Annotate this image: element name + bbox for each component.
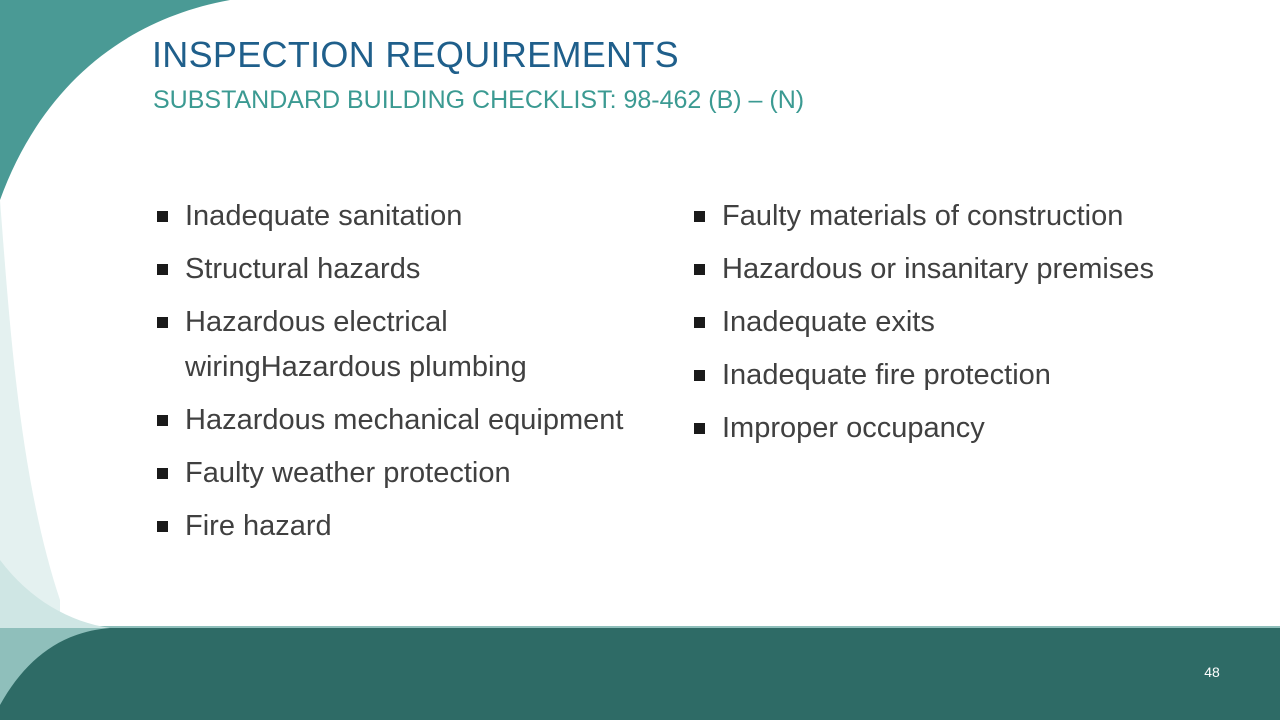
square-bullet-icon xyxy=(157,521,168,532)
list-item xyxy=(154,194,624,239)
square-bullet-icon xyxy=(694,370,705,381)
list-item-text: Faulty materials of construction xyxy=(722,200,1124,232)
square-bullet-icon xyxy=(157,468,168,479)
square-bullet-icon xyxy=(157,264,168,275)
list-item-text: Hazardous mechanical equipment xyxy=(185,404,624,436)
list-item xyxy=(154,451,624,496)
list-item-text: Inadequate exits xyxy=(722,306,935,338)
square-bullet-icon xyxy=(694,264,705,275)
right-bullet-list xyxy=(691,194,1231,459)
list-item xyxy=(691,194,1231,239)
square-bullet-icon xyxy=(157,317,168,328)
list-item xyxy=(154,247,624,292)
slide-subtitle: SUBSTANDARD BUILDING CHECKLIST: 98-462 (B) – (N) xyxy=(153,86,805,114)
list-item xyxy=(691,300,1231,345)
square-bullet-icon xyxy=(157,211,168,222)
left-bullet-list xyxy=(154,194,624,557)
bottom-dark-band xyxy=(0,628,1280,720)
slide-title: INSPECTION REQUIREMENTS xyxy=(152,34,679,75)
list-item xyxy=(691,247,1231,292)
square-bullet-icon xyxy=(694,423,705,434)
list-item-text: Faulty weather protection xyxy=(185,457,511,489)
left-edge-strip xyxy=(0,200,60,628)
list-item-text: Fire hazard xyxy=(185,510,332,542)
list-item-text: Improper occupancy xyxy=(722,412,985,444)
list-item xyxy=(691,353,1231,398)
square-bullet-icon xyxy=(694,211,705,222)
list-item-text: Structural hazards xyxy=(185,253,421,285)
list-item xyxy=(691,406,1231,451)
list-item-text: Hazardous electrical wiringHazardous plumbing xyxy=(185,306,527,383)
list-item-text: Inadequate fire protection xyxy=(722,359,1051,391)
square-bullet-icon xyxy=(694,317,705,328)
list-item-text: Inadequate sanitation xyxy=(185,200,463,232)
list-item xyxy=(154,398,624,443)
list-item xyxy=(154,504,624,549)
list-item xyxy=(154,300,624,390)
list-item-text: Hazardous or insanitary premises xyxy=(722,253,1154,285)
square-bullet-icon xyxy=(157,415,168,426)
page-number: 48 xyxy=(1204,664,1220,680)
